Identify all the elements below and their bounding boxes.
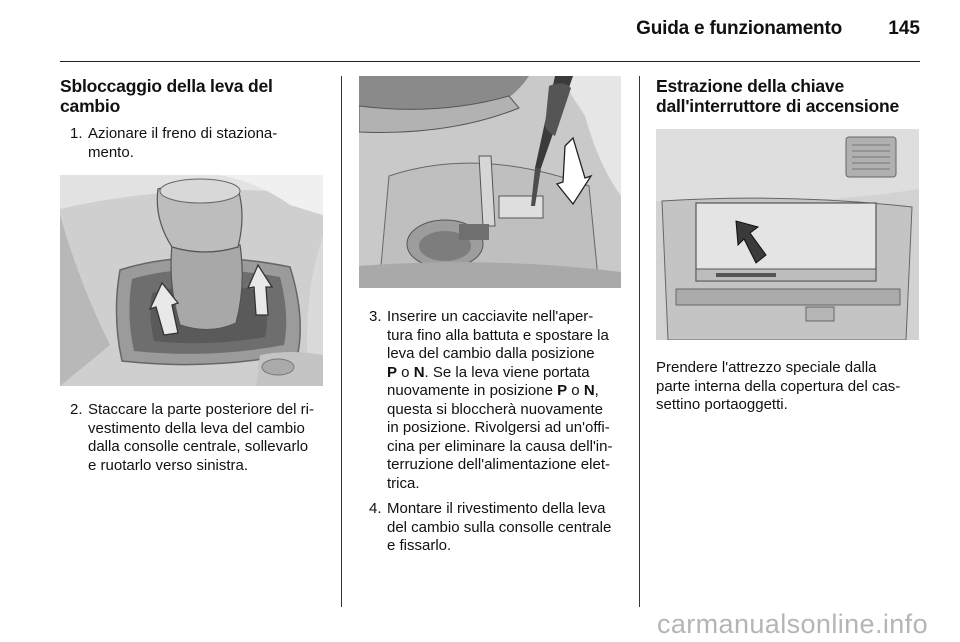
column-screwdriver-steps — [359, 76, 625, 556]
step-3: 3. Inserire un cacciavite nell'aper- tura fino alla battuta e spostare la leva del cambio dalla posizione P o N. Se la leva viene portata nuovamente in posizione P o N, questa si bloccherà nuovamente in posizione. Rivolgersi ad un'offi- cina per eliminare la causa dell'in- terruzione dell'alimentazione elet- trica. — [359, 308, 625, 493]
key-extraction-paragraph: Prendere l'attrezzo speciale dalla parte interna della copertura del cas- settino portaoggetti. — [656, 359, 901, 413]
page-number: 145 — [888, 18, 920, 39]
column-key-extraction — [656, 76, 920, 415]
section-heading: Estrazione della chiave dall'interruttore di accensione — [656, 76, 900, 116]
gear-lever-illustration — [60, 175, 323, 386]
step-3-line-5: nuovamente in posizione P o N, — [387, 382, 599, 399]
watermark: carmanualsonline.info — [656, 609, 928, 639]
page-header — [60, 0, 920, 62]
step-3-line-4: P o N. Se la leva viene portata — [387, 363, 590, 381]
step-1: 1. Azionare il freno di staziona- mento. — [70, 125, 278, 161]
column-divider — [341, 76, 342, 607]
section-heading: Sbloccaggio della leva del cambio — [60, 76, 273, 116]
column-divider — [639, 76, 640, 607]
glovebox-illustration — [656, 129, 919, 340]
glovebox-drawing — [656, 129, 919, 340]
column-gear-lever-unlock — [60, 76, 326, 475]
screwdriver-drawing — [359, 76, 621, 288]
step-4: 4. Montare il rivestimento della leva del cambio sulla consolle centrale e fissarlo. — [369, 500, 612, 554]
step-2: 2. Staccare la parte posteriore del ri- vestimento della leva del cambio dalla consolle centrale, sollevarlo e ruotarlo verso sinistra. — [70, 401, 314, 474]
gear-lever-drawing — [60, 175, 323, 386]
screwdriver-illustration — [359, 76, 621, 288]
section-title: Guida e funzionamento — [636, 18, 842, 39]
